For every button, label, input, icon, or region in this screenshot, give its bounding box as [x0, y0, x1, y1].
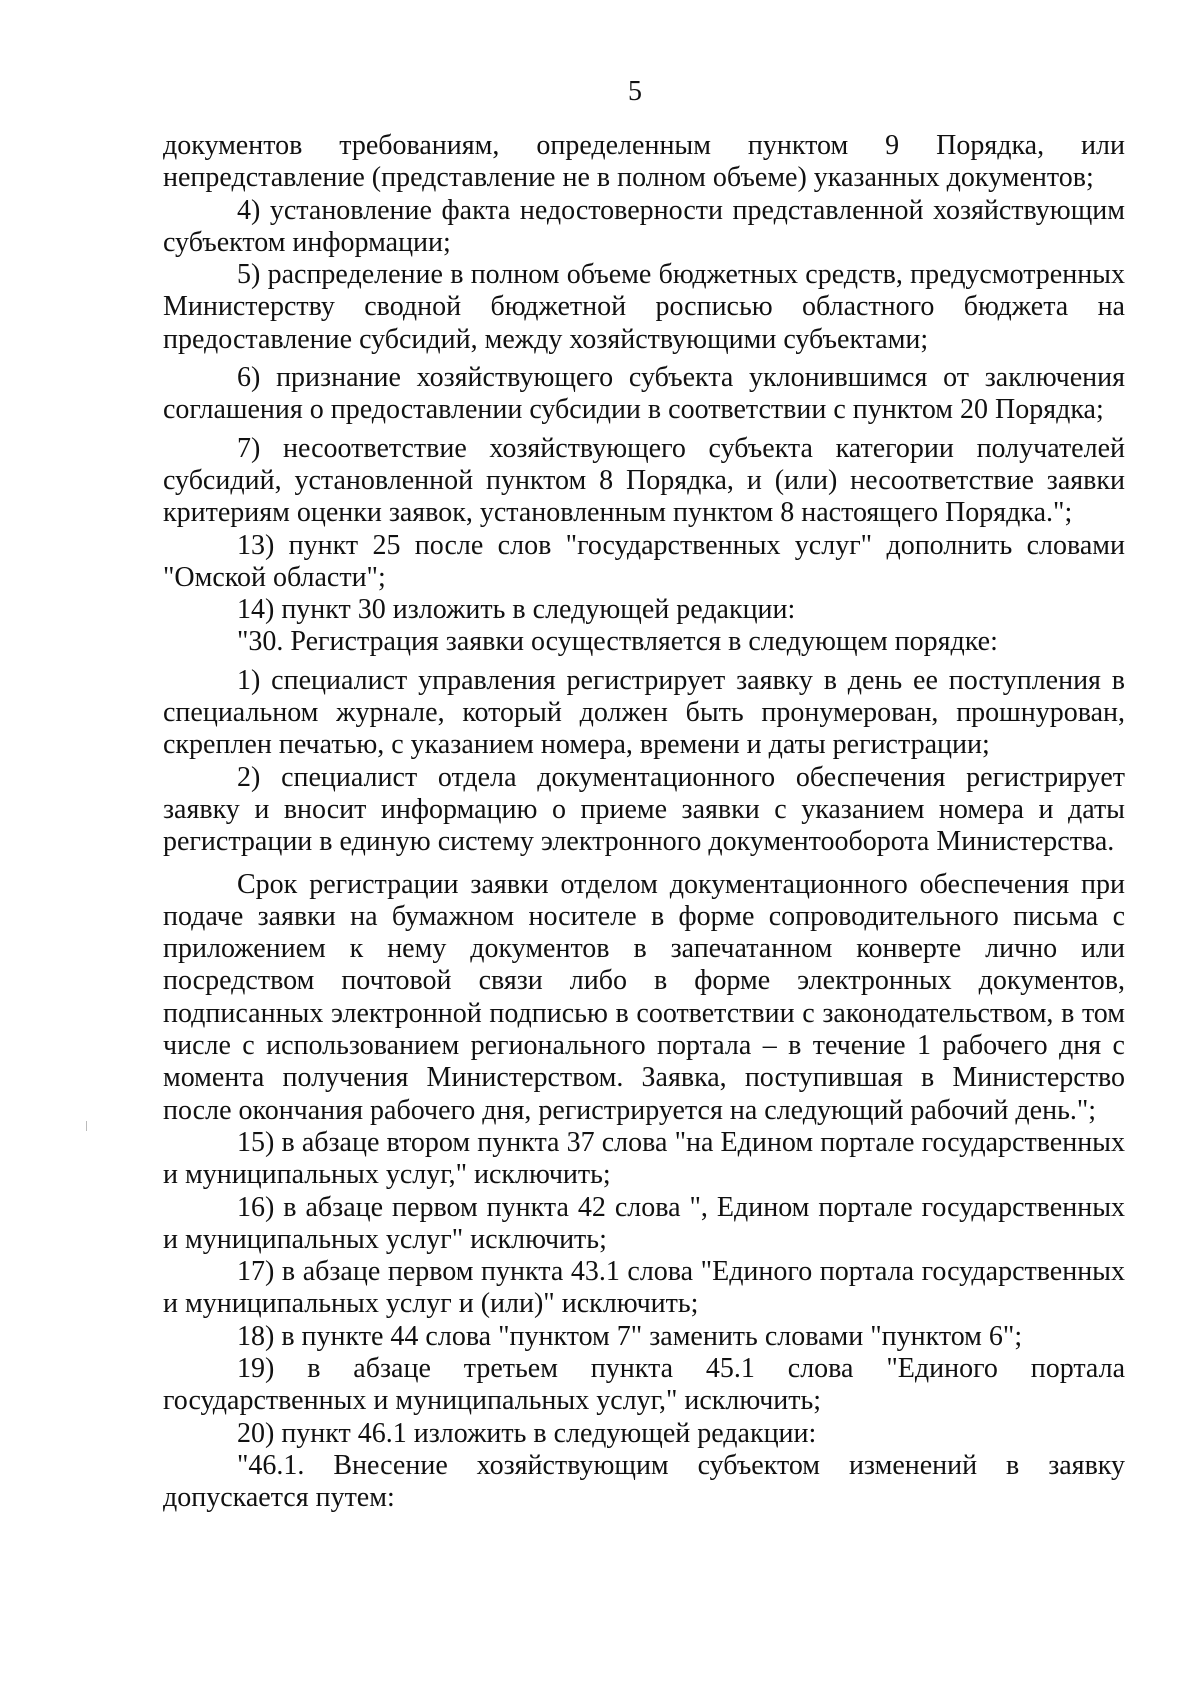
paragraph-item-30-2: 2) специалист отдела документационного обеспечения регистрирует заявку и вносит информацию о приеме заявки с указанием номера и даты регистрации в единую систему электронного документооборота Министерства. [163, 761, 1125, 858]
document-body [163, 130, 1125, 1514]
paragraph-item-16: 16) в абзаце первом пункта 42 слова ", Едином портале государственных и муниципальных услуг" исключить; [163, 1191, 1125, 1255]
paragraph-item-7: 7) несоответствие хозяйствующего субъекта категории получателей субсидий, установленной пунктом 8 Порядка, и (или) несоответствие заявки критериям оценки заявок, установленным пунктом 8 настоящего Порядка."; [163, 432, 1125, 529]
paragraph-item-4: 4) установление факта недостоверности представленной хозяйствующим субъектом информации; [163, 194, 1125, 258]
page-number: 5 [628, 76, 642, 107]
paragraph-continuation: документов требованиям, определенным пунктом 9 Порядка, или непредставление (представление не в полном объеме) указанных документов; [163, 130, 1125, 194]
paragraph-item-15: 15) в абзаце втором пункта 37 слова "на Едином портале государственных и муниципальных услуг," исключить; [163, 1126, 1125, 1191]
paragraph-item-30-1: 1) специалист управления регистрирует заявку в день ее поступления в специальном журнале, который должен быть пронумерован, прошнурован, скреплен печатью, с указанием номера, времени и даты регистрации; [163, 664, 1125, 761]
paragraph-item-46-1: "46.1. Внесение хозяйствующим субъектом изменений в заявку допускается путем: [163, 1449, 1125, 1514]
paragraph-item-5: 5) распределение в полном объеме бюджетных средств, предусмотренных Министерству сводной бюджетной росписью областного бюджета на предоставление субсидий, между хозяйствующими субъектами; [163, 259, 1125, 355]
paragraph-item-18: 18) в пункте 44 слова "пунктом 7" заменить словами "пунктом 6"; [237, 1320, 1023, 1352]
paragraph-item-17: 17) в абзаце первом пункта 43.1 слова "Единого портала государственных и муниципальных услуг и (или)" исключить; [163, 1256, 1125, 1320]
paragraph-item-19: 19) в абзаце третьем пункта 45.1 слова "Единого портала государственных и муниципальных услуг," исключить; [163, 1352, 1125, 1417]
paragraph-item-20: 20) пункт 46.1 изложить в следующей редакции: [237, 1417, 817, 1449]
paragraph-item-6: 6) признание хозяйствующего субъекта уклонившимся от заключения соглашения о предоставлении субсидии в соответствии с пунктом 20 Порядка; [163, 362, 1125, 426]
paragraph-item-30-intro: "30. Регистрация заявки осуществляется в следующем порядке: [237, 626, 998, 658]
paragraph-item-14: 14) пункт 30 изложить в следующей редакции: [237, 594, 796, 626]
paragraph-item-13: 13) пункт 25 после слов "государственных услуг" дополнить словами "Омской области"; [163, 529, 1125, 593]
scan-artifact-mark [86, 1121, 87, 1131]
paragraph-registration-term: Срок регистрации заявки отделом документационного обеспечения при подаче заявки на бумажном носителе в форме сопроводительного письма с приложением к нему документов в запечатанном конверте лично или посредством почтовой связи либо в форме электронных документов, подписанных электронной подписью в соответствии с законодательством, в том числе с использованием регионального портала – в течение 1 рабочего дня с момента получения Министерством. Заявка, поступившая в Министерство после окончания рабочего дня, регистрируется на следующий рабочий день."; [163, 868, 1125, 1126]
